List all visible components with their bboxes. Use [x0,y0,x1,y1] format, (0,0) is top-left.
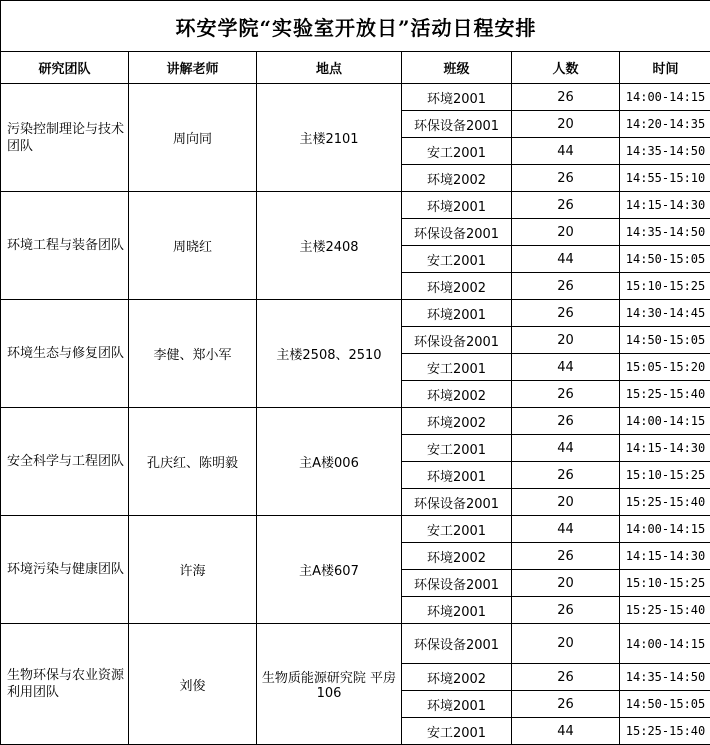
count-cell: 20 [512,489,620,516]
count-cell: 44 [512,246,620,273]
class-cell: 环境2001 [402,691,512,718]
time-cell: 14:30-14:45 [620,300,710,327]
location-cell: 生物质能源研究院 平房106 [257,624,402,745]
count-cell: 20 [512,219,620,246]
table-row [1,84,710,111]
time-cell: 15:05-15:20 [620,354,710,381]
header-count: 人数 [512,52,620,84]
class-cell: 环境2002 [402,273,512,300]
count-cell: 26 [512,597,620,624]
class-cell: 环境2001 [402,84,512,111]
count-cell: 26 [512,300,620,327]
header-teacher: 讲解老师 [129,52,257,84]
time-cell: 14:35-14:50 [620,138,710,165]
header-team: 研究团队 [1,52,129,84]
class-cell: 安工2001 [402,435,512,462]
count-cell: 44 [512,516,620,543]
class-cell: 安工2001 [402,516,512,543]
page-title: 环安学院“实验室开放日”活动日程安排 [1,1,710,52]
time-cell: 15:10-15:25 [620,273,710,300]
time-cell: 15:25-15:40 [620,718,710,745]
location-cell: 主楼2101 [257,84,402,192]
count-cell: 20 [512,570,620,597]
teacher-cell: 刘俊 [129,624,257,745]
time-cell: 14:50-15:05 [620,691,710,718]
count-cell: 20 [512,624,620,664]
class-cell: 环境2001 [402,597,512,624]
team-cell: 环境工程与装备团队 [1,192,129,300]
count-cell: 26 [512,691,620,718]
teacher-cell: 周晓红 [129,192,257,300]
count-cell: 44 [512,138,620,165]
count-cell: 26 [512,273,620,300]
time-cell: 15:25-15:40 [620,597,710,624]
time-cell: 14:50-15:05 [620,246,710,273]
count-cell: 20 [512,111,620,138]
location-cell: 主楼2508、2510 [257,300,402,408]
count-cell: 44 [512,435,620,462]
time-cell: 14:00-14:15 [620,84,710,111]
teacher-cell: 许海 [129,516,257,624]
table-row [1,516,710,543]
teacher-cell: 周向同 [129,84,257,192]
header-time: 时间 [620,52,710,84]
time-cell: 15:25-15:40 [620,381,710,408]
team-cell: 环境生态与修复团队 [1,300,129,408]
class-cell: 环保设备2001 [402,489,512,516]
count-cell: 26 [512,462,620,489]
count-cell: 26 [512,408,620,435]
class-cell: 环境2002 [402,408,512,435]
teacher-cell: 孔庆红、陈明毅 [129,408,257,516]
time-cell: 14:15-14:30 [620,435,710,462]
location-cell: 主A楼006 [257,408,402,516]
table-row [1,408,710,435]
time-cell: 14:35-14:50 [620,219,710,246]
time-cell: 14:15-14:30 [620,543,710,570]
class-cell: 环境2002 [402,381,512,408]
count-cell: 26 [512,192,620,219]
count-cell: 26 [512,381,620,408]
time-cell: 15:25-15:40 [620,489,710,516]
class-cell: 环境2002 [402,165,512,192]
count-cell: 26 [512,543,620,570]
class-cell: 环境2001 [402,192,512,219]
team-cell: 生物环保与农业资源利用团队 [1,624,129,745]
class-cell: 安工2001 [402,718,512,745]
table-row [1,192,710,219]
class-cell: 安工2001 [402,246,512,273]
time-cell: 14:35-14:50 [620,664,710,691]
class-cell: 环境2001 [402,300,512,327]
team-cell: 环境污染与健康团队 [1,516,129,624]
class-cell: 环保设备2001 [402,570,512,597]
time-cell: 14:00-14:15 [620,624,710,664]
time-cell: 14:55-15:10 [620,165,710,192]
time-cell: 15:10-15:25 [620,570,710,597]
time-cell: 14:50-15:05 [620,327,710,354]
class-cell: 环境2002 [402,664,512,691]
class-cell: 环保设备2001 [402,624,512,664]
class-cell: 环保设备2001 [402,219,512,246]
header-location: 地点 [257,52,402,84]
header-class: 班级 [402,52,512,84]
class-cell: 环保设备2001 [402,111,512,138]
count-cell: 26 [512,664,620,691]
class-cell: 安工2001 [402,138,512,165]
teacher-cell: 李健、郑小军 [129,300,257,408]
class-cell: 环境2002 [402,543,512,570]
time-cell: 14:20-14:35 [620,111,710,138]
time-cell: 14:00-14:15 [620,516,710,543]
team-cell: 安全科学与工程团队 [1,408,129,516]
class-cell: 安工2001 [402,354,512,381]
table-row [1,624,710,664]
table-row [1,300,710,327]
location-cell: 主楼2408 [257,192,402,300]
count-cell: 26 [512,84,620,111]
header-row [1,52,710,84]
class-cell: 环境2001 [402,462,512,489]
time-cell: 14:15-14:30 [620,192,710,219]
location-cell: 主A楼607 [257,516,402,624]
class-cell: 环保设备2001 [402,327,512,354]
team-cell: 污染控制理论与技术团队 [1,84,129,192]
time-cell: 15:10-15:25 [620,462,710,489]
count-cell: 44 [512,354,620,381]
count-cell: 44 [512,718,620,745]
count-cell: 26 [512,165,620,192]
time-cell: 14:00-14:15 [620,408,710,435]
count-cell: 20 [512,327,620,354]
